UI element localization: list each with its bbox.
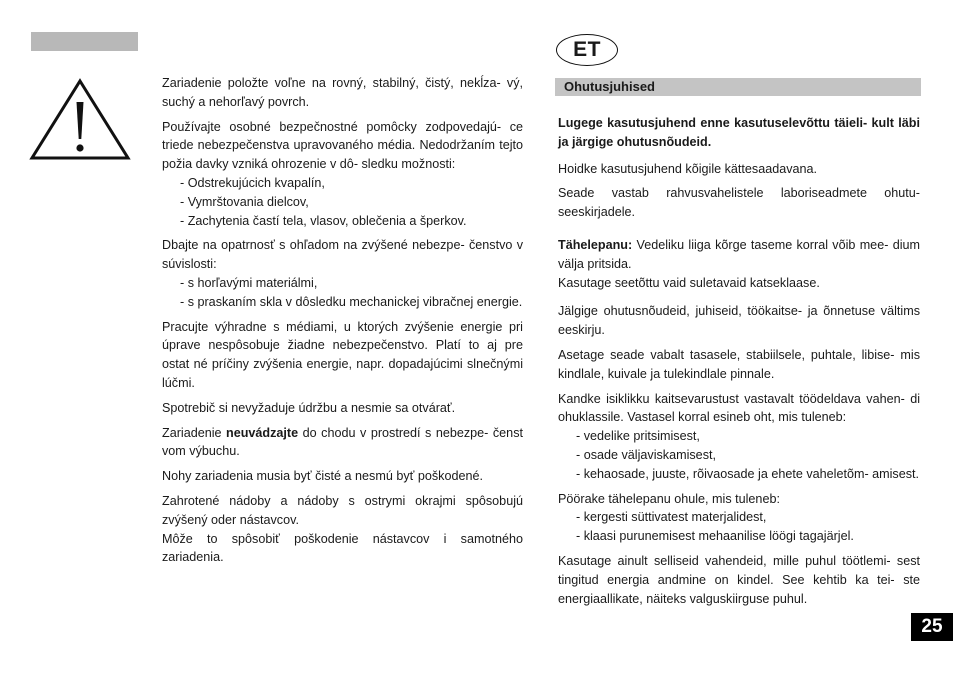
paragraph: Hoidke kasutusjuhend kõigile kättesaadavana. <box>558 161 818 176</box>
intro-instruction: Lugege kasutusjuhend enne kasutuselevõttu täieli- kult läbi ja järgige ohutusnõudeid. <box>558 116 920 149</box>
list-item: - osade väljaviskamisest, <box>576 447 716 462</box>
paragraph: Seade vastab rahvusvahelistele laboriseadmete ohutu- seeskirjadele. <box>558 186 920 220</box>
hazard-list <box>162 174 523 230</box>
paragraph <box>162 424 523 462</box>
list-item: - s horľavými materiálmi, <box>180 275 318 290</box>
paragraph: Jälgige ohutusnõudeid, juhiseid, töökaitse- ja õnnetuse vältims eeskirju. <box>558 304 920 338</box>
paragraph: Môže to spôsobiť poškodenie nástavcov i samotného zariadenia. <box>162 531 523 565</box>
paragraph: Zariadenie položte voľne na rovný, stabilný, čistý, nekĺza- vý, suchý a nehorľavý povrch. <box>162 76 523 109</box>
text: Zariadenie <box>162 425 227 440</box>
list-item: - klaasi purunemisest mehaanilise löögi tagajärjel. <box>576 529 854 544</box>
list-item: - Odstrekujúcich kvapalín, <box>180 175 325 190</box>
list-item: - Vymrštovania dielcov, <box>180 194 309 209</box>
paragraph: Kasutage ainult selliseid vahendeid, mille puhul töötlemi- sest tingitud energia andmine on kindel. See kehtib ka tei- ste energiaallikate, näiteks valguskiirguse puhul. <box>558 553 920 606</box>
language-badge: ET <box>556 34 618 66</box>
list-item: - vedelike pritsimisest, <box>576 429 700 444</box>
attention-note <box>558 236 920 274</box>
paragraph: Kandke isiklikku kaitsevarustust vastavalt töödeldava vahen- di ohuklassile. Vastasel korral esineb oht, mis tuleneb: <box>558 391 920 425</box>
paragraph: Spotrebič si nevyžaduje údržbu a nesmie sa otvárať. <box>162 400 456 415</box>
paragraph: Používajte osobné bezpečnostné pomôcky zodpovedajú- ce triede nebezpečenstva upravovaného média. Nedodržaním tejto požia davky vzniká ohrozenie v dô- sledku možnosti: <box>162 119 523 172</box>
warning-triangle-icon <box>28 76 132 162</box>
paragraph: Dbajte na opatrnosť s ohľadom na zvýšené nebezpe- čenstvo v súvislosti: <box>162 238 523 272</box>
section-title: Ohutusjuhised <box>555 78 921 96</box>
list-item: - kehaosade, juuste, rõivaosade ja ehete vaheletõm- amisest. <box>576 466 920 481</box>
attention-label: Tähelepanu: <box>558 237 633 252</box>
paragraph: Zahrotené nádoby a nádoby s ostrymi okrajmi spôsobujú zvýšený oder nástavcov. <box>162 493 523 527</box>
list-item: - Zachytenia častí tela, vlasov, oblečenia a šperkov. <box>180 213 467 228</box>
page-number: 25 <box>911 613 953 641</box>
list-item: - kergesti süttivatest materjalidest, <box>576 510 767 525</box>
emphasis: neuvádzajte <box>226 425 299 440</box>
paragraph: Nohy zariadenia musia byť čisté a nesmú byť poškodené. <box>162 469 483 484</box>
header-grey-tab <box>31 32 138 51</box>
hazard-list <box>162 274 523 312</box>
paragraph: Asetage seade vabalt tasasele, stabiilsele, puhtale, libise- mis kindlale, kuivale ja tulekindlale pinnale. <box>558 347 920 381</box>
text: Vedeliku liiga kõrge taseme korral võib mee- dium välja pritsida. <box>558 237 920 271</box>
hazard-list <box>558 427 920 483</box>
paragraph: Pöörake tähelepanu ohule, mis tuleneb: <box>558 491 780 506</box>
hazard-list <box>558 508 920 546</box>
slovak-text-column <box>162 74 523 573</box>
text: do chodu v prostredí s nebezpe- čenst vom výbuchu. <box>162 425 523 459</box>
paragraph: Pracujte výhradne s médiami, u ktorých zvýšenie energie pri úprave nespôsobuje žiadne nebezpečenstvo. Platí to aj pre ostat né príčiny zvýšenia energie, napr. dopadajúcimi slnečnými lúčmi. <box>162 319 523 390</box>
paragraph: Kasutage seetõttu vaid suletavaid katseklaase. <box>558 275 820 290</box>
list-item: - s praskaním skla v dôsledku mechanickej vibračnej energie. <box>180 294 523 309</box>
estonian-text-column <box>558 114 920 614</box>
